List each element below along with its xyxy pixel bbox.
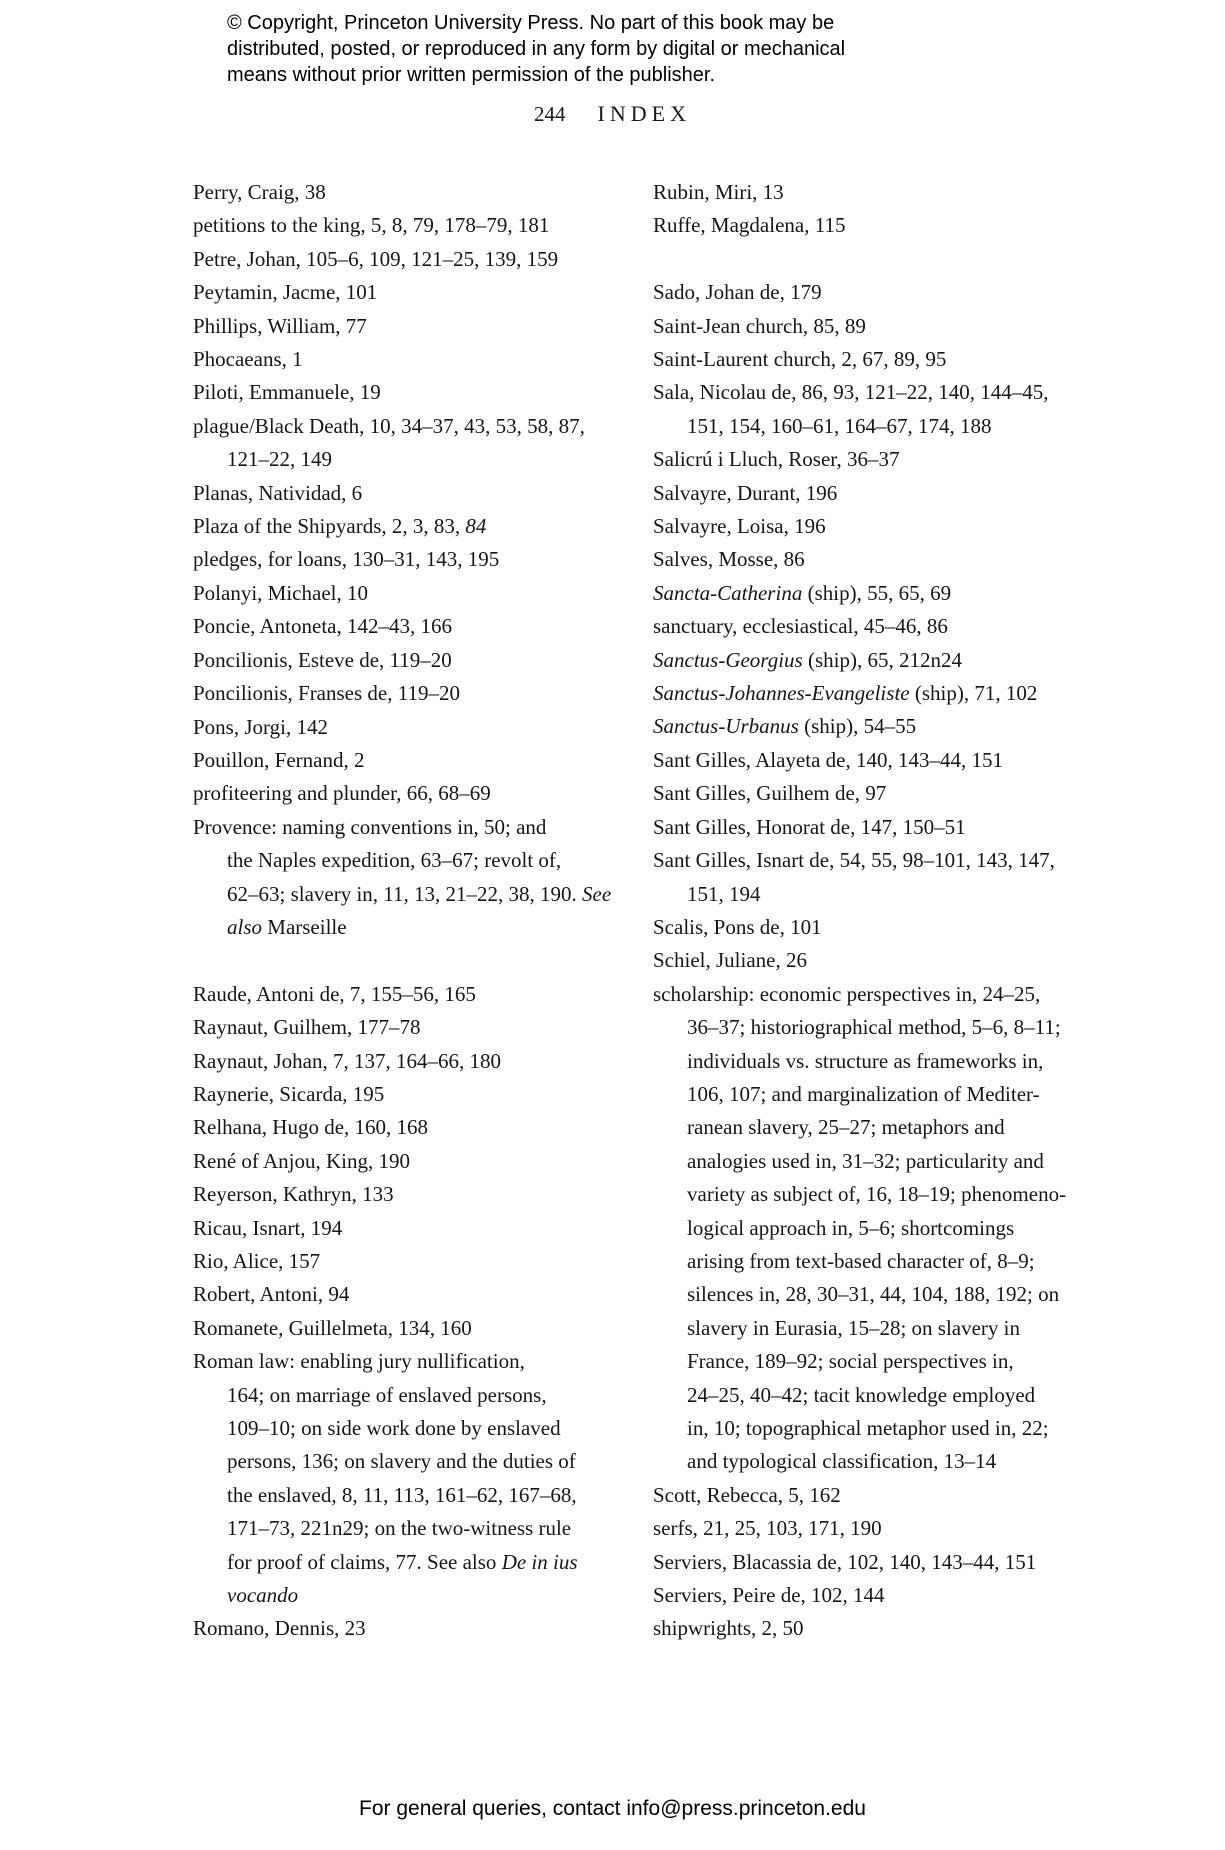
index-entry-line: René of Anjou, King, 190 — [193, 1148, 410, 1173]
index-entry-line: Sala, Nicolau de, 86, 93, 121–22, 140, 144–45, — [653, 380, 1049, 405]
index-entry-line: 171–73, 221n29; on the two-witness rule — [227, 1516, 572, 1541]
index-entry-line: Raynaut, Guilhem, 177–78 — [193, 1015, 421, 1040]
index-entry-line: Pouillon, Fernand, 2 — [193, 747, 365, 772]
index-entry-line: Ricau, Isnart, 194 — [193, 1215, 343, 1240]
index-entry-line: Pons, Jorgi, 142 — [193, 714, 328, 739]
index-column-right — [653, 176, 1123, 1646]
index-entry-line: Polanyi, Michael, 10 — [193, 580, 368, 605]
index-column-left — [193, 176, 648, 1646]
index-entry-line: 36–37; historiographical method, 5–6, 8–11; — [687, 1015, 1061, 1040]
index-entry-line: Raynerie, Sicarda, 195 — [193, 1081, 385, 1106]
index-entry-line: 164; on marriage of enslaved persons, — [227, 1382, 547, 1407]
index-entry-line: plague/Black Death, 10, 34–37, 43, 53, 58, 87, — [193, 413, 585, 438]
index-entry-line: Sant Gilles, Guilhem de, 97 — [653, 781, 887, 806]
index-entry-line: Sado, Johan de, 179 — [653, 280, 822, 305]
index-entry-line: the enslaved, 8, 11, 113, 161–62, 167–68, — [227, 1482, 577, 1507]
index-entry-line: Salicrú i Lluch, Roser, 36–37 — [653, 447, 900, 472]
index-entry-line: profiteering and plunder, 66, 68–69 — [193, 781, 491, 806]
index-entry-line: Ruffe, Magdalena, 115 — [653, 213, 846, 238]
index-line-gap — [193, 944, 648, 977]
index-entry-line: Reyerson, Kathryn, 133 — [193, 1182, 394, 1207]
index-entry-line: Plaza of the Shipyards, 2, 3, 83, 84 — [193, 514, 487, 539]
index-entry-line: Provence: naming conventions in, 50; and — [193, 814, 547, 839]
index-entry-line: Phillips, William, 77 — [193, 313, 367, 338]
index-entry-line: 62–63; slavery in, 11, 13, 21–22, 38, 190. See — [227, 881, 612, 906]
section-title: INDEX — [597, 101, 691, 126]
index-entry-line: Poncie, Antoneta, 142–43, 166 — [193, 614, 452, 639]
index-entry-line: 109–10; on side work done by enslaved — [227, 1416, 561, 1441]
index-entry-line: Romano, Dennis, 23 — [193, 1616, 366, 1641]
footer-queries-note: For general queries, contact info@press.princeton.edu — [359, 1797, 866, 1820]
index-entry-line: scholarship: economic perspectives in, 24–25, — [653, 981, 1041, 1006]
index-entry-line: Scalis, Pons de, 101 — [653, 914, 822, 939]
index-entry-line: Perry, Craig, 38 — [193, 180, 326, 204]
copyright-line: means without prior written permission of the publisher. — [227, 64, 716, 86]
index-entry-line: Salves, Mosse, 86 — [653, 547, 805, 572]
index-line-gap — [653, 243, 1123, 276]
index-entry-line: Salvayre, Loisa, 196 — [653, 514, 826, 539]
index-entry-line: Serviers, Peire de, 102, 144 — [653, 1583, 885, 1608]
index-entry-line: Raude, Antoni de, 7, 155–56, 165 — [193, 981, 476, 1006]
index-entry-line: Poncilionis, Franses de, 119–20 — [193, 681, 460, 706]
copyright-notice — [227, 10, 845, 88]
index-entry-line: pledges, for loans, 130–31, 143, 195 — [193, 547, 500, 572]
index-entry-line: Saint-Jean church, 85, 89 — [653, 313, 866, 338]
index-entry-line: individuals vs. structure as frameworks in, — [687, 1048, 1044, 1073]
index-entry-line: Scott, Rebecca, 5, 162 — [653, 1482, 841, 1507]
index-entry-line: Romanete, Guillelmeta, 134, 160 — [193, 1315, 472, 1340]
index-entry-line: 151, 194 — [687, 881, 761, 906]
copyright-line: © Copyright, Princeton University Press. No part of this book may be — [227, 12, 835, 34]
index-entry-line: 151, 154, 160–61, 164–67, 174, 188 — [687, 413, 992, 438]
index-entry-line: the Naples expedition, 63–67; revolt of, — [227, 848, 562, 873]
index-entry-line: also Marseille — [227, 914, 347, 939]
index-entry-line: Roman law: enabling jury nullification, — [193, 1349, 525, 1374]
index-entry-line: sanctuary, ecclesiastical, 45–46, 86 — [653, 614, 948, 639]
index-entry-line: 121–22, 149 — [227, 447, 332, 472]
index-entry-line: 106, 107; and marginalization of Mediter- — [687, 1081, 1040, 1106]
index-entry-line: Peytamin, Jacme, 101 — [193, 280, 378, 305]
index-entry-line: analogies used in, 31–32; particularity and — [687, 1148, 1044, 1173]
index-entry-line: Poncilionis, Esteve de, 119–20 — [193, 647, 452, 672]
index-entry-line: Sant Gilles, Alayeta de, 140, 143–44, 151 — [653, 747, 1003, 772]
index-entry-line: Saint-Laurent church, 2, 67, 89, 95 — [653, 347, 947, 372]
index-entry-line: ranean slavery, 25–27; metaphors and — [687, 1115, 1005, 1140]
index-entry-line: petitions to the king, 5, 8, 79, 178–79, 181 — [193, 213, 550, 238]
index-entry-line: Schiel, Juliane, 26 — [653, 948, 807, 973]
index-entry-line: Salvayre, Durant, 196 — [653, 480, 838, 505]
index-entry-line: in, 10; topographical metaphor used in, 22; — [687, 1416, 1049, 1441]
index-entry-line: Sanctus-Urbanus (ship), 54–55 — [653, 714, 917, 739]
page-header — [0, 101, 1225, 127]
index-entry-line: France, 189–92; social perspectives in, — [687, 1349, 1014, 1374]
index-entry-line: shipwrights, 2, 50 — [653, 1616, 804, 1641]
index-entry-line: Rio, Alice, 157 — [193, 1248, 321, 1273]
index-entry-line: slavery in Eurasia, 15–28; on slavery in — [687, 1315, 1021, 1340]
index-entry-line: arising from text-based character of, 8–9; — [687, 1248, 1035, 1273]
index-entry-line: Sancta-Catherina (ship), 55, 65, 69 — [653, 580, 952, 605]
copyright-line: distributed, posted, or reproduced in any form by digital or mechanical — [227, 38, 846, 60]
index-entry-line: Serviers, Blacassia de, 102, 140, 143–44, 151 — [653, 1549, 1037, 1574]
index-entry-line: Sant Gilles, Honorat de, 147, 150–51 — [653, 814, 966, 839]
index-entry-line: Piloti, Emmanuele, 19 — [193, 380, 381, 405]
index-entry-line: Petre, Johan, 105–6, 109, 121–25, 139, 159 — [193, 246, 559, 271]
index-entry-line: Rubin, Miri, 13 — [653, 180, 784, 204]
page-number: 244 — [534, 102, 566, 126]
index-entry-line: serfs, 21, 25, 103, 171, 190 — [653, 1516, 882, 1541]
index-entry-line: Sant Gilles, Isnart de, 54, 55, 98–101, 143, 147, — [653, 848, 1055, 873]
index-entry-line: Sanctus-Johannes-Evangeliste (ship), 71, 102 — [653, 681, 1038, 706]
index-entry-line: logical approach in, 5–6; shortcomings — [687, 1215, 1015, 1240]
index-entry-line: and typological classification, 13–14 — [687, 1449, 997, 1474]
index-entry-line: persons, 136; on slavery and the duties of — [227, 1449, 576, 1474]
index-entry-line: Sanctus-Georgius (ship), 65, 212n24 — [653, 647, 962, 672]
index-entry-line: Phocaeans, 1 — [193, 347, 303, 372]
index-entry-line: variety as subject of, 16, 18–19; phenomeno- — [687, 1182, 1067, 1207]
index-entry-line: silences in, 28, 30–31, 44, 104, 188, 192; on — [687, 1282, 1060, 1307]
index-entry-line: Relhana, Hugo de, 160, 168 — [193, 1115, 429, 1140]
index-entry-line: Raynaut, Johan, 7, 137, 164–66, 180 — [193, 1048, 501, 1073]
index-entry-line: for proof of claims, 77. See also De in ius — [227, 1549, 578, 1574]
index-entry-line: Planas, Natividad, 6 — [193, 480, 363, 505]
index-entry-line: vocando — [227, 1583, 299, 1608]
index-entry-line: Robert, Antoni, 94 — [193, 1282, 350, 1307]
index-entry-line: 24–25, 40–42; tacit knowledge employed — [687, 1382, 1036, 1407]
